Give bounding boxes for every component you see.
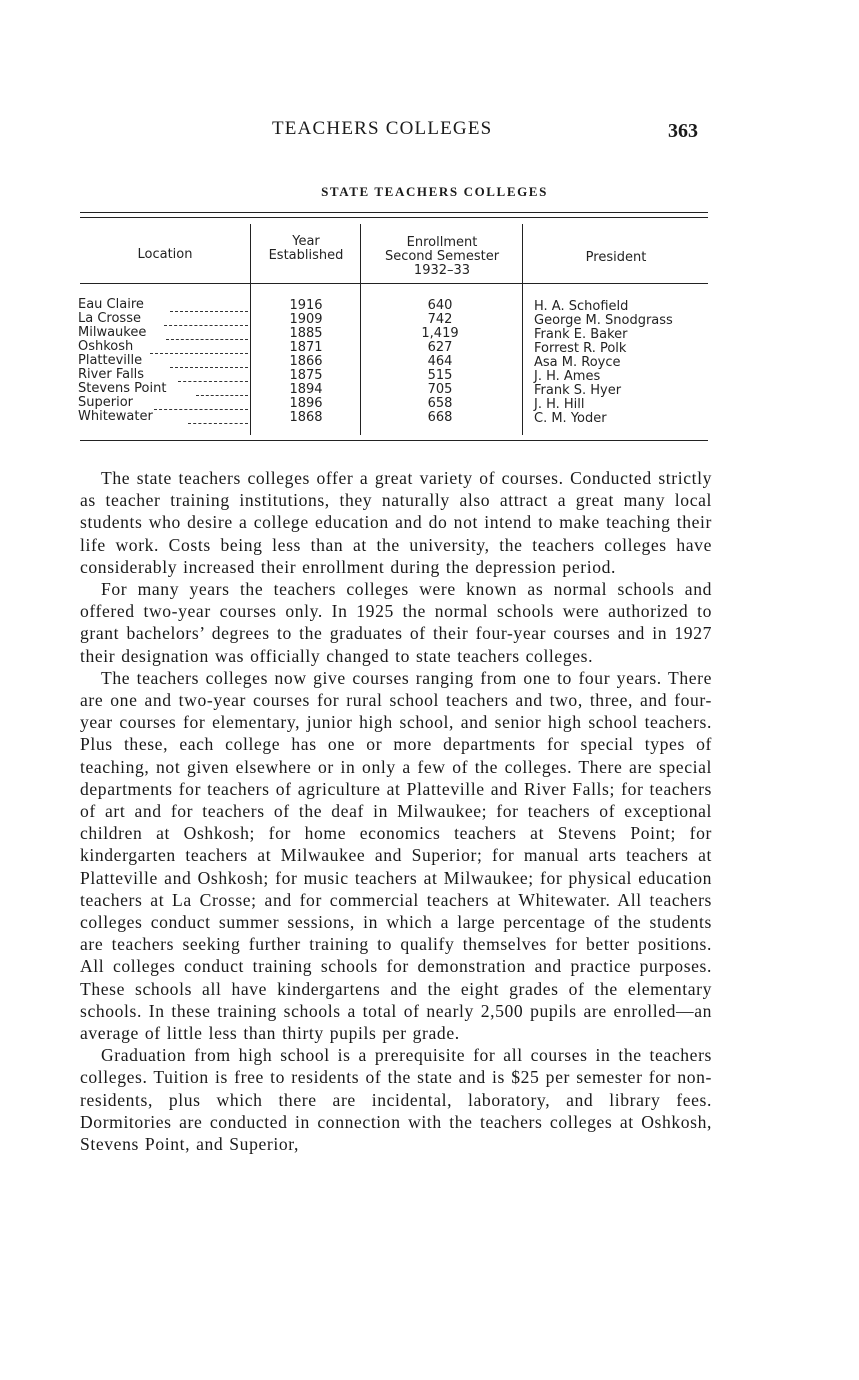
header-bottom-rule: [80, 283, 708, 284]
column-head-year: [252, 235, 360, 263]
column-head-enrollment-line3: 1932–33: [413, 263, 471, 278]
dot-leader: [170, 298, 248, 312]
column-head-president-text: President: [585, 250, 647, 265]
table-row-year: 1896: [289, 396, 323, 411]
location-name: River Falls: [78, 367, 145, 382]
table-row-enrollment: 627: [427, 340, 453, 355]
column-head-president: [524, 251, 708, 265]
location-name: Superior: [78, 395, 133, 410]
table-row-president: George M. Snodgrass: [534, 313, 673, 328]
column-divider-2: [360, 224, 361, 435]
table-row-location: [78, 340, 133, 354]
table-top-rule-inner: [80, 217, 708, 218]
table-row-enrollment: 668: [427, 410, 453, 425]
table-row-location: [78, 368, 144, 382]
table-row-year: 1868: [289, 410, 323, 425]
dot-leader: [166, 326, 248, 340]
paragraph: The teachers colleges now give courses ranging from one to four years. There are one and two-year courses for rural school teachers and two, three, and four-year courses for elementary, junior high school, and senior high school teachers. Plus these, each college has one or more departments for special types of teaching, not given elsewhere or in only a few of the colleges. There are special departments for teachers of agriculture at Platteville and River Falls; for teachers of art and for teachers of the deaf in Milwaukee; for teachers of exceptional children at Oshkosh; for home economics teachers at Stevens Point; for kindergarten teachers at Milwaukee and Superior; for manual arts teachers at Platteville and Oshkosh; for music teachers at Milwaukee; for physical education teachers at La Crosse; and for commercial teachers at Whitewater. All teachers colleges conduct summer sessions, in which a large percentage of the students are teachers seeking further training to qualify themselves for better positions. All colleges conduct training schools for demonstration and practice purposes. These schools all have kindergartens and the eight grades of the elementary schools. In these training schools a total of nearly 2,500 pupils are enrolled—an average of little less than thirty pupils per grade.: [80, 667, 712, 1044]
location-name: Eau Claire: [78, 297, 144, 312]
location-name: Stevens Point: [78, 381, 167, 396]
column-head-year-line1: Year: [292, 234, 320, 249]
table-row-president: J. H. Hill: [534, 397, 585, 412]
table-row-enrollment: 464: [427, 354, 453, 369]
table-row-year: 1894: [289, 382, 323, 397]
column-head-location-text: Location: [137, 247, 193, 262]
table-row-president: C. M. Yoder: [534, 411, 607, 426]
body-text: [80, 467, 712, 1155]
table-row-year: 1885: [289, 326, 323, 341]
table-top-rule: [80, 212, 708, 213]
location-name: Platteville: [78, 353, 143, 368]
table-row-location: [78, 410, 153, 424]
column-head-enrollment: [362, 236, 522, 278]
dot-leader: [150, 340, 248, 354]
table-row-enrollment: 640: [427, 298, 453, 313]
table-row-president: H. A. Schofield: [534, 299, 629, 314]
table-row-enrollment: 1,419: [421, 326, 459, 341]
location-name: Whitewater: [78, 409, 153, 424]
table-row-president: Frank S. Hyer: [534, 383, 622, 398]
column-head-location: [80, 248, 250, 262]
dot-leader: [154, 396, 248, 410]
dot-leader: [196, 382, 248, 396]
table-row-enrollment: 515: [427, 368, 453, 383]
paragraph: Graduation from high school is a prerequisite for all courses in the teachers colleges. Tuition is free to residents of the state and is $25 per semester for non-residents, plus which there are incidental, laboratory, and library fees. Dormitories are conducted in connection with the teachers colleges at Oshkosh, Stevens Point, and Superior,: [80, 1045, 712, 1155]
table-row-enrollment: 705: [427, 382, 453, 397]
column-head-year-line2: Established: [268, 248, 344, 263]
page-number: 363: [668, 120, 698, 142]
dot-leader: [188, 410, 248, 424]
table-row-year: 1866: [289, 354, 323, 369]
table-row-location: [78, 382, 166, 396]
table-row-year: 1916: [289, 298, 323, 313]
table-row-president: J. H. Ames: [534, 369, 601, 384]
table-title: STATE TEACHERS COLLEGES: [321, 184, 548, 199]
table-row-president: Asa M. Royce: [534, 355, 621, 370]
paragraph: The state teachers colleges offer a great variety of courses. Conducted strictly as teacher training institutions, they naturally also attract a great many local students who desire a college education and do not intend to make teaching their life work. Costs being less than at the university, the teachers colleges have considerably increased their enrollment during the depression period.: [80, 468, 712, 577]
table-row-president: Forrest R. Polk: [534, 341, 627, 356]
table-row-year: 1875: [289, 368, 323, 383]
table-row-location: [78, 326, 146, 340]
dot-leader: [164, 312, 248, 326]
location-name: Milwaukee: [78, 325, 147, 340]
page-header: [0, 118, 859, 148]
column-divider-1: [250, 224, 251, 435]
column-divider-3: [522, 224, 523, 435]
table-bottom-rule: [80, 440, 708, 441]
table-row-location: [78, 298, 144, 312]
table-row-year: 1909: [289, 312, 323, 327]
dot-leader: [170, 354, 248, 368]
location-name: Oshkosh: [78, 339, 134, 354]
running-head: TEACHERS COLLEGES: [272, 118, 493, 139]
table-row-enrollment: 742: [427, 312, 453, 327]
table-row-location: [78, 396, 133, 410]
table-row-year: 1871: [289, 340, 323, 355]
paragraph: For many years the teachers colleges were known as normal schools and offered two-year courses only. In 1925 the normal schools were authorized to grant bachelors’ degrees to the graduates of their four-year courses and in 1927 their designation was officially changed to state teachers colleges.: [80, 579, 712, 666]
table-row-location: [78, 354, 142, 368]
table-row-location: [78, 312, 141, 326]
table-row-president: Frank E. Baker: [534, 327, 628, 342]
table-row-enrollment: 658: [427, 396, 453, 411]
column-head-enrollment-line1: Enrollment: [406, 235, 478, 250]
dot-leader: [178, 368, 248, 382]
location-name: La Crosse: [78, 311, 141, 326]
column-head-enrollment-line2: Second Semester: [384, 249, 500, 264]
